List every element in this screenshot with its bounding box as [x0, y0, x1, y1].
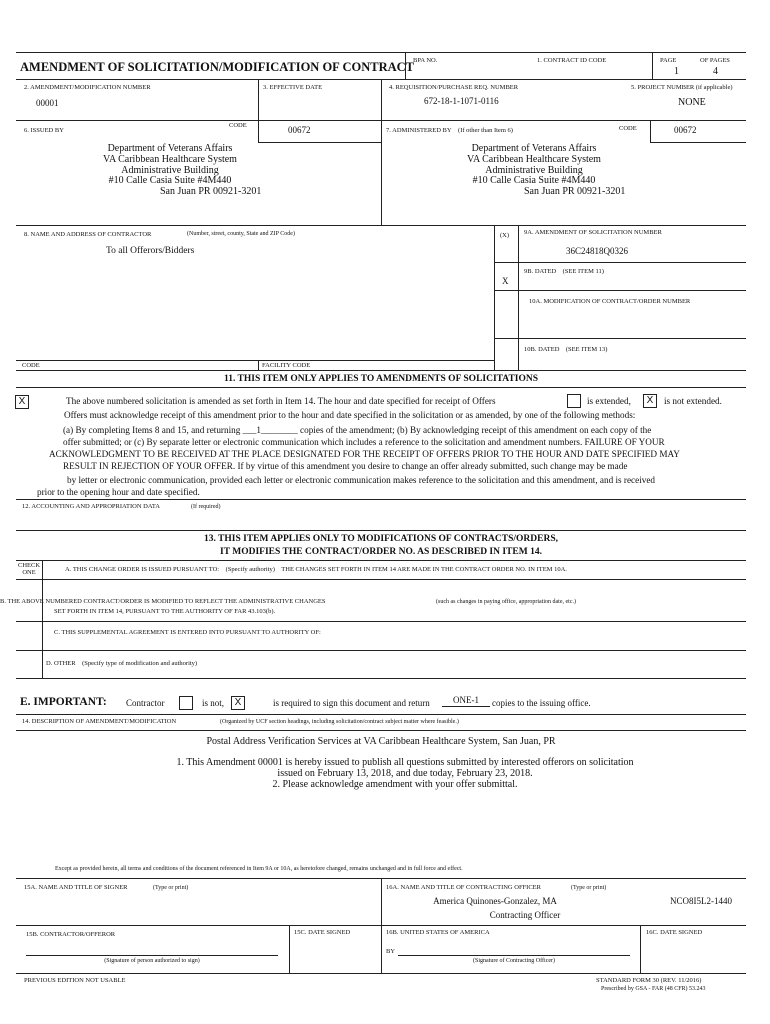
previous-edition: PREVIOUS EDITION NOT USABLE [24, 977, 126, 984]
description-para-1: 1. This Amendment 00001 is hereby issued to publish all questions submitted by interested offerors on solicitation [176, 757, 634, 768]
row10a-rule [494, 338, 746, 339]
issued-code-label: CODE [229, 122, 247, 129]
dated-9b-hint: (SEE ITEM 11) [562, 268, 604, 275]
row8-divider-1 [494, 225, 495, 370]
date-signed-16c: 16C. DATE SIGNED [646, 929, 703, 936]
administered-by-text: 7. ADMINISTERED BY [386, 127, 452, 134]
issued-address-line: #10 Calle Casia Suite #4M440 [108, 175, 232, 187]
x-column-label: (X) [500, 232, 510, 239]
description-para-2: issued on February 13, 2018, and due today, February 23, 2018. [277, 768, 533, 779]
officer-title: Contracting Officer [489, 910, 561, 920]
extended-checkbox[interactable] [567, 394, 581, 408]
item13a-tail: THE CHANGES SET FORTH IN ITEM 14 ARE MADE IN THE CONTRACT ORDER NO. IN ITEM 10A. [281, 566, 567, 573]
issued-address-line: Department of Veterans Affairs [107, 143, 233, 154]
item11-top-rule [16, 370, 746, 371]
officer-code: NCO8I5L2-1440 [670, 896, 732, 906]
officer-hint: (Type or print) [571, 885, 607, 891]
contractor-label: 8. NAME AND ADDRESS OF CONTRACTOR [24, 231, 152, 238]
item11-line-8: prior to the opening hour and date specified. [37, 487, 200, 497]
except-text: Except as provided herein, all terms and conditions of the document referenced in Item 9A or 10A, as heretofore changed, remains unchanged and in full force and effect. [55, 866, 463, 872]
accounting-label: 12. ACCOUNTING AND APPROPRIATION DATA [22, 503, 160, 510]
issued-by-address [80, 144, 260, 198]
officer-label: 16A. NAME AND TITLE OF CONTRACTING OFFICER [386, 884, 541, 891]
item11-line-6: RESULT IN REJECTION OF YOUR OFFER. If by virtue of this amendment you desire to change an offer already submitted, such change may be made [63, 461, 628, 471]
item14-rule [16, 730, 746, 731]
project-number: NONE [678, 97, 706, 108]
one-label: ONE [22, 569, 36, 577]
item13d-hint: (Specify type of modification and authority) [82, 660, 198, 667]
important-rule [16, 714, 746, 715]
united-states-label: 16B. UNITED STATES OF AMERICA [386, 929, 490, 936]
row9a-rule [494, 262, 746, 263]
effective-date-label: 3. EFFECTIVE DATE [263, 84, 323, 91]
issued-code: 00672 [288, 125, 311, 135]
item13a-rule [16, 579, 746, 580]
important-label: E. IMPORTANT: [20, 696, 107, 708]
item13b-rule [16, 621, 746, 622]
item11-line-1: The above numbered solicitation is amended as set forth in Item 14. The hour and date specified for receipt of Offers [66, 396, 496, 406]
requisition-label: 4. REQUISITION/PURCHASE REQ. NUMBER [389, 84, 519, 91]
administered-by-hint: (If other than Item 6) [458, 127, 513, 134]
item9-x-mark: X [502, 276, 509, 286]
item11-line-7: by letter or electronic communication, provided each letter or electronic communication makes reference to the solicitation and this amendment, and is received [67, 475, 656, 485]
admin-address-line: Administrative Building [485, 164, 583, 176]
bpa-label: BPA NO. [413, 57, 438, 64]
row7-code-divider [650, 120, 651, 142]
row8-rule [16, 225, 746, 226]
item13c-text[interactable]: C. THIS SUPPLEMENTAL AGREEMENT IS ENTERED INTO PURSUANT TO AUTHORITY OF: [54, 629, 321, 636]
item13a-hint: (Specify authority) [225, 566, 275, 573]
item11-line-2: Offers must acknowledge receipt of this amendment prior to the hour and date specified in the solicitation or as amended, by one of the following methods: [64, 410, 636, 420]
dated-10b-hint: (SEE ITEM 13) [565, 346, 608, 353]
item11-line-4: offer submitted; or (c) By separate letter or electronic communication which includes a reference to the solicitation and amendment numbers. FAILURE OF YOUR [63, 437, 665, 447]
contractor-offeror-label: 15B. CONTRACTOR/OFFEROR [26, 931, 116, 938]
dated-9b-label [524, 268, 604, 275]
item13b-hint: (such as changes in paying office, appropriation date, etc.) [436, 599, 577, 605]
code-rule [16, 360, 494, 361]
not-extended-checkbox[interactable]: X [643, 394, 657, 408]
issued-by-label: 6. ISSUED BY [24, 127, 64, 134]
is-extended-text: is extended, [587, 396, 631, 406]
item13b-text-2: SET FORTH IN ITEM 14, PURSUANT TO THE AUTHORITY OF FAR 43.103(b). [54, 608, 276, 615]
header-divider-2 [652, 52, 653, 79]
amend-solicitation-label: 9A. AMENDMENT OF SOLICITATION NUMBER [524, 229, 662, 236]
issued-address-line: VA Caribbean Healthcare System [103, 153, 237, 165]
is-not-extended-text: is not extended. [664, 396, 722, 406]
description-title: Postal Address Verification Services at VA Caribbean Healthcare System, San Juan, PR [206, 736, 556, 747]
admin-address-line: Department of Veterans Affairs [471, 143, 597, 154]
item11-line-3: (a) By completing Items 8 and 15, and returning ___1________ copies of the amendment; (b) By acknowledging receipt of this amendment on each copy of the [63, 425, 652, 435]
item13d-label: D. OTHER [46, 660, 76, 667]
row2-divider-2 [381, 79, 382, 225]
row8-divider-2 [518, 225, 519, 370]
administered-by-address [444, 144, 624, 198]
item13a-text[interactable] [65, 566, 567, 573]
project-number-label: 5. PROJECT NUMBER (if applicable) [631, 84, 733, 91]
item13d-text[interactable] [46, 660, 197, 667]
admin-address-line: #10 Calle Casia Suite #4M440 [472, 175, 596, 187]
prescribed-by: Prescribed by GSA - FAR (48 CFR) 53.243 [601, 986, 706, 992]
date-signed-15c: 15C. DATE SIGNED [294, 929, 351, 936]
admin-code-label: CODE [619, 125, 637, 132]
item13c-rule [16, 650, 746, 651]
sig-line-right [398, 955, 630, 956]
page-number: 1 [674, 66, 679, 77]
signature-officer-caption: (Signature of Contracting Officer) [472, 958, 556, 964]
item11-head-rule [16, 387, 746, 388]
item11-heading: 11. THIS ITEM ONLY APPLIES TO AMENDMENTS OF SOLICITATIONS [223, 374, 539, 384]
signer-label: 15A. NAME AND TITLE OF SIGNER [24, 884, 128, 891]
item13-head-rule [16, 560, 746, 561]
item13-heading-1: 13. THIS ITEM APPLIES ONLY TO MODIFICATIONS OF CONTRACTS/ORDERS, [203, 534, 559, 544]
contract-id-label: 1. CONTRACT ID CODE [537, 57, 607, 64]
footer-15c-divider [289, 925, 290, 973]
contractor-text: Contractor [126, 698, 165, 708]
issued-address-line: Administrative Building [121, 164, 219, 176]
is-not-text: is not, [202, 698, 225, 708]
code-divider [258, 360, 259, 370]
check-one-label [16, 562, 42, 576]
top-rule [16, 52, 746, 53]
row7-code-rule [650, 142, 746, 143]
row6-code-divider [258, 120, 259, 142]
admin-address-line: VA Caribbean Healthcare System [467, 153, 601, 165]
amendment-number-label: 2. AMENDMENT/MODIFICATION NUMBER [24, 84, 151, 91]
dated-10b-label [524, 346, 607, 353]
is-checkbox[interactable] [179, 696, 193, 710]
copies-tail: copies to the issuing office. [492, 698, 591, 708]
by-label: BY [386, 948, 396, 955]
item13b-text[interactable]: B. THE ABOVE NUMBERED CONTRACT/ORDER IS MODIFIED TO REFLECT THE ADMINISTRATIVE CHANGES [0, 598, 326, 605]
row9b-rule [494, 290, 746, 291]
sign-text: is required to sign this document and return [273, 698, 430, 708]
description-label: 14. DESCRIPTION OF AMENDMENT/MODIFICATION [22, 718, 177, 725]
admin-address-line: San Juan PR 00921-3201 [524, 186, 626, 198]
issued-address-line: San Juan PR 00921-3201 [160, 186, 262, 198]
sig-line-left [26, 955, 278, 956]
copies-value: ONE-1 [442, 695, 490, 707]
page-label: PAGE [660, 57, 677, 64]
is-not-checkbox[interactable]: X [231, 696, 245, 710]
item13-heading-2: IT MODIFIES THE CONTRACT/ORDER NO. AS DESCRIBED IN ITEM 14. [220, 547, 542, 557]
form-title: AMENDMENT OF SOLICITATION/MODIFICATION OF CONTRACT [20, 60, 415, 74]
item12-bottom-rule [16, 530, 746, 531]
standard-form: STANDARD FORM 30 (REV. 11/2016) [596, 977, 702, 984]
page-count: 4 [713, 66, 718, 77]
administered-by-label [386, 127, 513, 134]
dated-9b-text: 9B. DATED [524, 268, 557, 275]
item11-checkbox[interactable]: X [15, 395, 29, 409]
modification-number-label: 10A. MODIFICATION OF CONTRACT/ORDER NUMBER [529, 298, 691, 305]
contractor-value: To all Offerors/Bidders [106, 246, 195, 256]
description-para-3: 2. Please acknowledge amendment with your offer submittal. [272, 779, 518, 790]
check-label: CHECK [17, 562, 41, 569]
signer-hint: (Type or print) [153, 885, 189, 891]
signature-person-caption: (Signature of person authorized to sign) [104, 958, 200, 964]
accounting-hint: (If required) [191, 504, 221, 510]
item13a-label: A. THIS CHANGE ORDER IS ISSUED PURSUANT TO: [65, 566, 220, 573]
dated-10b-text: 10B. DATED [524, 346, 560, 353]
facility-code-label: FACILITY CODE [262, 362, 311, 369]
footer-mid-rule [16, 925, 746, 926]
officer-name: America Quinones-Gonzalez, MA [433, 896, 557, 906]
requisition-number: 672-18-1-1071-0116 [424, 96, 499, 106]
amendment-number: 00001 [36, 98, 59, 108]
admin-code: 00672 [674, 125, 697, 135]
amend-solicitation-number: 36C24818Q0326 [566, 246, 629, 256]
contractor-code-label: CODE [22, 362, 40, 369]
item11-line-5: ACKNOWLEDGMENT TO BE RECEIVED AT THE PLACE DESIGNATED FOR THE RECEIPT OF OFFERS PRIOR TO THE HOUR AND DATE SPECIFIED MAY [49, 449, 680, 459]
footer-16c-divider [640, 925, 641, 973]
item13d-rule [16, 678, 746, 679]
row2-divider-1 [258, 79, 259, 120]
row6-code-rule [258, 142, 381, 143]
of-pages-label: OF PAGES [700, 57, 730, 64]
contractor-hint: (Number, street, county, State and ZIP Code) [187, 231, 295, 237]
footer-bottom-rule [16, 973, 746, 974]
item12-top-rule [16, 499, 746, 500]
check-col-divider [42, 560, 43, 678]
description-hint: (Organized by UCF section headings, including solicitation/contract subject matter where feasible.) [220, 719, 459, 725]
